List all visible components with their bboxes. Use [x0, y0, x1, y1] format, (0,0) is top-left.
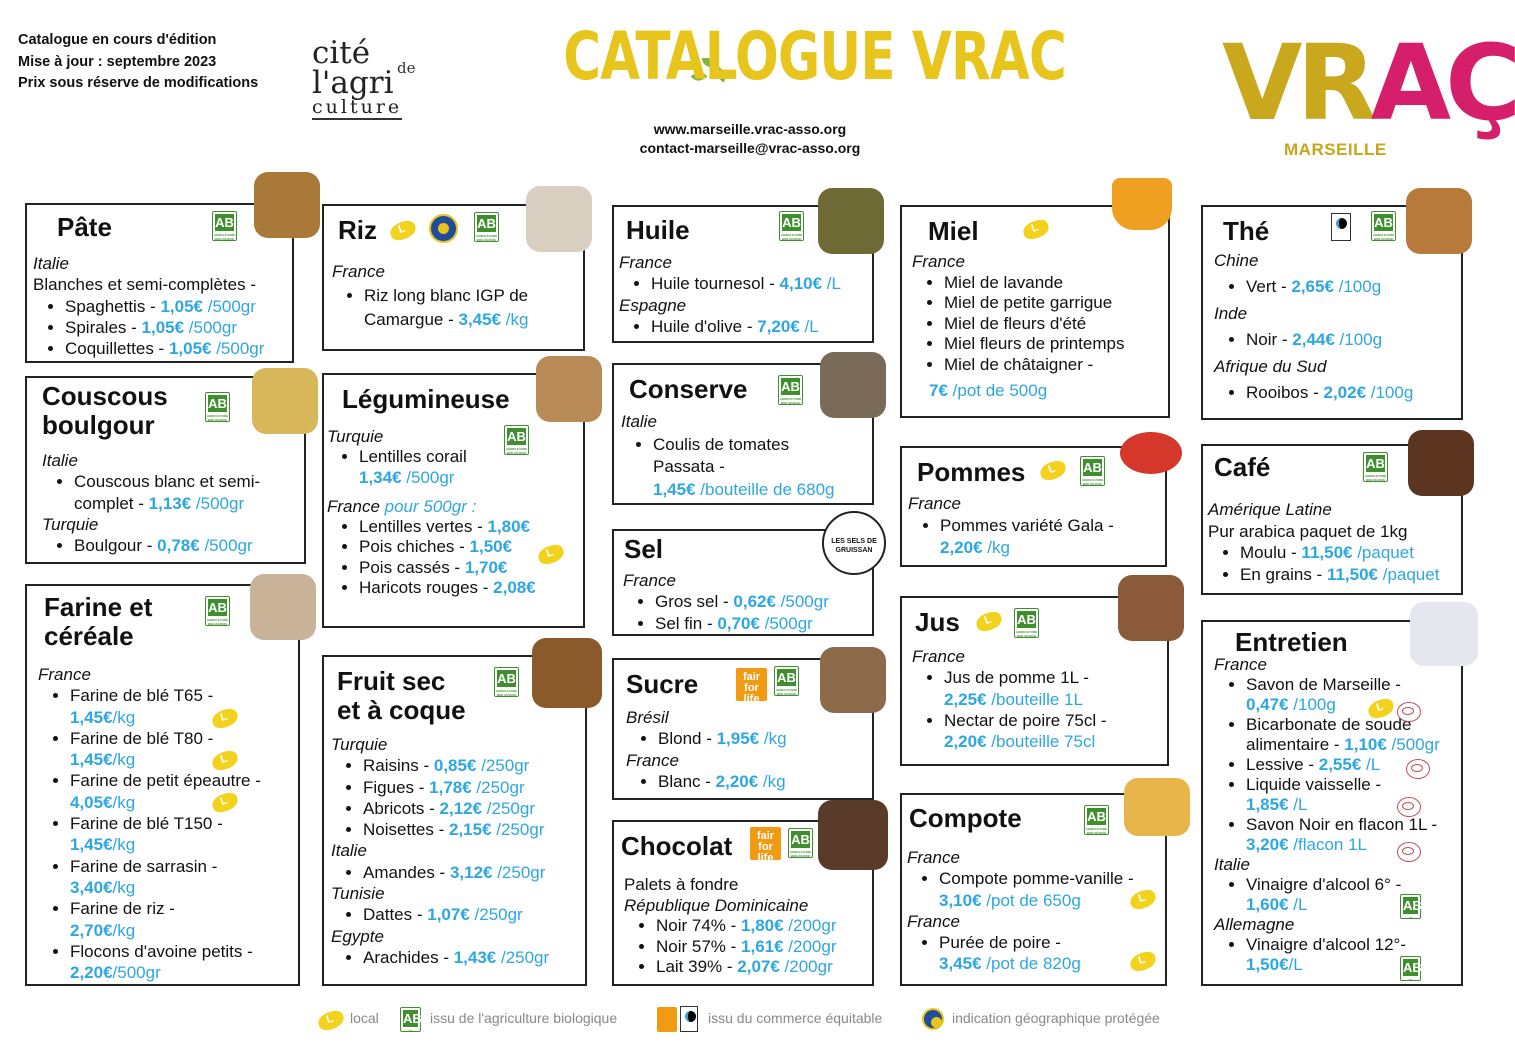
origin: Italie	[1214, 855, 1250, 874]
organic-label-icon: AB AGRICULTURE BIOLOGIQUE	[788, 828, 813, 858]
organic-label-icon: AB AGRICULTURE BIOLOGIQUE	[205, 392, 230, 422]
coffee-photo	[1408, 430, 1474, 496]
list-item: • Savon de Marseille - 0,47€ /100g	[1246, 675, 1440, 715]
page-title: CATALOGUE VRAC	[563, 18, 1066, 95]
list-item: • Pois chiches - 1,50€	[359, 537, 536, 557]
list-item: • Dattes - 1,07€ /250gr	[363, 904, 549, 925]
ecolabel-icon	[1397, 702, 1421, 722]
subtitle: Pur arabica paquet de 1kg	[1208, 521, 1408, 541]
organic-label-icon: AB AGRICULTURE BIOLOGIQUE	[212, 211, 237, 241]
list-item: • Nectar de poire 75cl - 2,20€ /bouteille 75cl	[944, 710, 1107, 753]
origin: France	[912, 647, 965, 666]
organic-label-icon: AB AGRICULTURE BIOLOGIQUE	[1363, 452, 1388, 482]
vrac-marseille-logo	[1222, 22, 1515, 163]
vrac-city: MARSEILLE	[1284, 140, 1387, 159]
list-item: • Lentilles vertes - 1,80€	[359, 517, 536, 537]
list-item: • Farine de blé T65 - 1,45€/kg	[70, 685, 261, 728]
origin: Turquie	[331, 735, 388, 754]
section-title: Fruit sec et à coque	[337, 666, 466, 725]
section-title: Chocolat	[621, 831, 733, 861]
origin: France	[1214, 655, 1267, 674]
list-item: • Farine de blé T150 - 1,45€/kg	[70, 813, 261, 856]
list-item: • Riz long blanc IGP de Camargue - 3,45€ /kg	[364, 284, 528, 332]
organic-label-icon: AB AB	[1400, 894, 1421, 919]
cite-line1: cité	[312, 35, 371, 71]
organic-label-icon: AB AGRICULTURE BIOLOGIQUE	[1371, 211, 1396, 241]
list-item: • Couscous blanc et semi- complet - 1,13€ /500gr	[74, 471, 260, 514]
cite-de: de	[397, 59, 416, 77]
list-item: • Flocons d'avoine petits - 2,20€/500gr	[70, 941, 261, 984]
organic-label-icon: AB AB	[1400, 956, 1421, 981]
cite-line2: l'agri	[312, 65, 394, 101]
origin: Afrique du Sud	[1214, 357, 1327, 376]
list-item: • Pommes variété Gala - 2,20€ /kg	[940, 515, 1114, 559]
list-item: • Gros sel - 0,62€ /500gr	[655, 591, 829, 612]
list-item: • Farine de sarrasin - 3,40€/kg	[70, 856, 261, 899]
section-farine	[25, 584, 300, 986]
sels-gruissan-stamp: LES SELS DE GRUISSAN	[822, 511, 886, 575]
list-item: • Miel de lavande	[944, 273, 1124, 294]
local-icon	[1021, 217, 1051, 241]
list-item: • Savon Noir en flacon 1L - 3,20€ /flacon 1L	[1246, 815, 1440, 855]
origin: Turquie	[42, 514, 99, 534]
organic-label-icon: AB AGRICULTURE BIOLOGIQUE	[504, 425, 529, 455]
sugar-photo	[820, 647, 886, 713]
note-edition: Catalogue en cours d'édition	[18, 32, 217, 48]
legend-igp: indication géographique protégée	[952, 1010, 1160, 1026]
origin: Tunisie	[331, 884, 385, 904]
compote-photo	[1124, 778, 1190, 836]
section-title: Entretien	[1235, 627, 1348, 657]
section-title: Compote	[909, 803, 1022, 833]
fair-for-life-icon: fair for life	[736, 668, 767, 701]
dried-fruit-photo	[532, 638, 602, 708]
cite-agriculture-logo	[312, 35, 416, 120]
origin: France	[626, 750, 679, 770]
origin: France	[907, 848, 960, 867]
email-link[interactable]: contact-marseille@vrac-asso.org	[639, 140, 861, 156]
chocolate-photo	[818, 800, 888, 870]
section-title: Pommes	[917, 457, 1026, 487]
list-item: • Blanc - 2,20€ /kg	[658, 771, 787, 792]
origin: Brésil	[626, 708, 669, 727]
list-item: • Vert - 2,65€ /100g	[1246, 276, 1413, 298]
cans-photo	[820, 352, 886, 418]
fair-for-life-icon	[657, 1007, 677, 1032]
organic-label-icon: AB AGRICULTURE BIOLOGIQUE	[1080, 456, 1105, 486]
flour-photo	[250, 574, 316, 640]
igp-label-icon	[429, 214, 458, 243]
list-item: • Coquillettes - 1,05€ /500gr	[65, 338, 264, 359]
legend-equitable: issu du commerce équitable	[708, 1010, 883, 1026]
tea-photo	[1406, 188, 1472, 254]
organic-label-icon: AB AB	[400, 1007, 421, 1032]
section-title: Miel	[928, 216, 979, 246]
section-title: Sucre	[626, 669, 699, 699]
fairtrade-icon	[680, 1006, 698, 1032]
subtitle: Palets à fondre	[624, 875, 739, 894]
price-line: 7€ /pot de 500g	[929, 381, 1048, 400]
list-item: • Raisins - 0,85€ /250gr	[363, 755, 549, 776]
section-title: Farine et céréale	[44, 592, 153, 651]
legumes-photo	[536, 356, 602, 422]
origin: Inde	[1214, 304, 1248, 323]
fair-for-life-icon: fair for life	[750, 827, 781, 860]
subtitle: Blanches et semi-complètes -	[33, 275, 256, 295]
origin: Chine	[1214, 251, 1259, 270]
list-item: • Sel fin - 0,70€ /500gr	[655, 613, 829, 634]
section-entretien	[1201, 620, 1463, 986]
ecolabel-icon	[1397, 842, 1421, 862]
origin: Allemagne	[1214, 915, 1295, 934]
couscous-photo	[252, 368, 318, 434]
note-prices: Prix sous réserve de modifications	[18, 75, 259, 91]
origin: France	[907, 911, 960, 931]
honey-photo	[1112, 178, 1172, 230]
origin: France	[623, 571, 676, 590]
section-title: Riz	[338, 215, 377, 245]
list-item: • Spirales - 1,05€ /500gr	[65, 317, 264, 338]
section-title: Thé	[1223, 216, 1270, 246]
organic-label-icon: AB AGRICULTURE BIOLOGIQUE	[205, 596, 230, 626]
origin: Italie	[42, 451, 78, 470]
list-item: • Miel de petite garrigue	[944, 293, 1124, 314]
list-item: • Figues - 1,78€ /250gr	[363, 777, 549, 798]
list-item: • Vinaigre d'alcool 6° - 1,60€ /L	[1246, 875, 1440, 915]
section-title: Sel	[624, 534, 664, 564]
list-item: • Liquide vaisselle - 1,85€ /L	[1246, 775, 1440, 815]
list-item: • Spaghettis - 1,05€ /500gr	[65, 296, 264, 317]
section-title: Jus	[915, 607, 960, 637]
list-item: • Lait 39% - 2,07€ /200gr	[656, 957, 837, 978]
list-item: • Arachides - 1,43€ /250gr	[363, 947, 549, 968]
list-item: • En grains - 11,50€ /paquet	[1240, 564, 1439, 586]
organic-label-icon: AB AGRICULTURE BIOLOGIQUE	[494, 667, 519, 697]
list-item: • Farine de riz - 2,70€/kg	[70, 898, 261, 941]
list-item: • Lentilles corail 1,34€ /500gr	[359, 447, 536, 488]
list-item: • Farine de blé T80 - 1,45€/kg	[70, 728, 261, 771]
section-title: Couscous boulgour	[42, 381, 168, 440]
pasta-photo	[254, 172, 320, 238]
list-item: • Bicarbonate de soude alimentaire - 1,10€ /500gr	[1246, 715, 1440, 755]
section-miel	[900, 205, 1170, 418]
oil-photo	[818, 188, 884, 254]
note-update: Mise à jour : septembre 2023	[18, 53, 217, 70]
list-item: • Compote pomme-vanille - 3,10€ /pot de 650g	[939, 868, 1134, 911]
section-title: Pâte	[57, 212, 112, 242]
list-item: • Huile d'olive - 7,20€ /L	[651, 316, 841, 337]
list-item: • Jus de pomme 1L - 2,25€ /bouteille 1L	[944, 667, 1107, 710]
local-icon	[1038, 458, 1068, 482]
list-item: • Lessive - 2,55€ /L	[1246, 755, 1440, 775]
legend-local: local	[350, 1010, 379, 1026]
list-item: • Pois cassés - 1,70€	[359, 558, 536, 578]
origin: Egypte	[331, 926, 384, 946]
origin: Espagne	[619, 295, 687, 315]
catalogue-notes	[18, 30, 258, 95]
organic-label-icon: AB AGRICULTURE BIOLOGIQUE	[778, 375, 803, 405]
juice-photo	[1118, 575, 1184, 641]
contact-block	[560, 120, 940, 158]
section-title: Huile	[626, 215, 690, 245]
list-item: • Haricots rouges - 2,08€	[359, 578, 536, 598]
rice-photo	[526, 186, 592, 252]
list-item: • Amandes - 3,12€ /250gr	[363, 862, 549, 883]
origin: Italie	[331, 841, 367, 861]
list-item: • Farine de petit épeautre - 4,05€/kg	[70, 770, 261, 813]
list-item: • Noir 57% - 1,61€ /200gr	[656, 937, 837, 958]
legend-bio: issu de l'agriculture biologique	[430, 1010, 618, 1026]
origin: Italie	[33, 254, 69, 273]
local-icon	[536, 542, 566, 566]
list-item: • Miel de fleurs d'été	[944, 314, 1124, 335]
organic-label-icon: AB AGRICULTURE BIOLOGIQUE	[1014, 608, 1039, 638]
origin: France	[619, 253, 672, 272]
fairtrade-icon	[1331, 213, 1351, 241]
list-item: • Miel fleurs de printemps	[944, 334, 1124, 355]
list-item: • Noisettes - 2,15€ /250gr	[363, 819, 549, 840]
website-link[interactable]: www.marseille.vrac-asso.org	[653, 121, 847, 137]
list-item: • Blond - 1,95€ /kg	[658, 728, 787, 749]
list-item: • Noir 74% - 1,80€ /200gr	[656, 916, 837, 937]
section-title: Conserve	[629, 374, 748, 404]
origin: France pour 500gr :	[327, 496, 477, 516]
organic-label-icon: AB AGRICULTURE BIOLOGIQUE	[774, 666, 799, 696]
origin: France	[332, 262, 385, 281]
cleaning-photo	[1410, 602, 1478, 666]
organic-label-icon: AB AGRICULTURE BIOLOGIQUE	[474, 212, 499, 242]
origin: Italie	[621, 412, 657, 431]
apples-photo	[1120, 432, 1182, 474]
list-item: • Noir - 2,44€ /100g	[1246, 329, 1413, 351]
origin: France	[38, 665, 91, 684]
vrac-wordmark: VRAÇ	[1222, 22, 1515, 144]
origin: France	[912, 252, 965, 271]
list-item: • Purée de poire - 3,45€ /pot de 820g	[939, 932, 1134, 975]
origin: Turquie	[327, 427, 384, 446]
ecolabel-icon	[1397, 797, 1421, 817]
origin: République Dominicaine	[624, 895, 809, 915]
origin: France	[908, 494, 961, 513]
organic-label-icon: AB AGRICULTURE BIOLOGIQUE	[1084, 805, 1109, 835]
igp-label-icon	[922, 1008, 944, 1030]
list-item: • Miel de châtaigner -	[944, 355, 1124, 376]
local-icon	[388, 218, 418, 242]
origin: Amérique Latine	[1208, 500, 1332, 519]
local-icon	[974, 609, 1004, 633]
list-item: • Rooibos - 2,02€ /100g	[1246, 382, 1413, 404]
local-icon	[316, 1008, 346, 1032]
ecolabel-icon	[1406, 759, 1430, 779]
cite-line3: culture	[312, 96, 403, 118]
list-item: • Moulu - 11,50€ /paquet	[1240, 542, 1439, 564]
list-item: • Huile tournesol - 4,10€ /L	[651, 273, 841, 294]
section-title: Légumineuse	[342, 384, 510, 414]
organic-label-icon: AB AGRICULTURE BIOLOGIQUE	[779, 211, 804, 241]
list-item: • Vinaigre d'alcool 12°- 1,50€/L	[1246, 935, 1440, 975]
list-item: • Coulis de tomates Passata - 1,45€ /bouteille de 680g	[653, 434, 835, 502]
section-title: Café	[1214, 452, 1271, 482]
list-item: • Boulgour - 0,78€ /500gr	[74, 535, 260, 556]
list-item: • Abricots - 2,12€ /250gr	[363, 798, 549, 819]
